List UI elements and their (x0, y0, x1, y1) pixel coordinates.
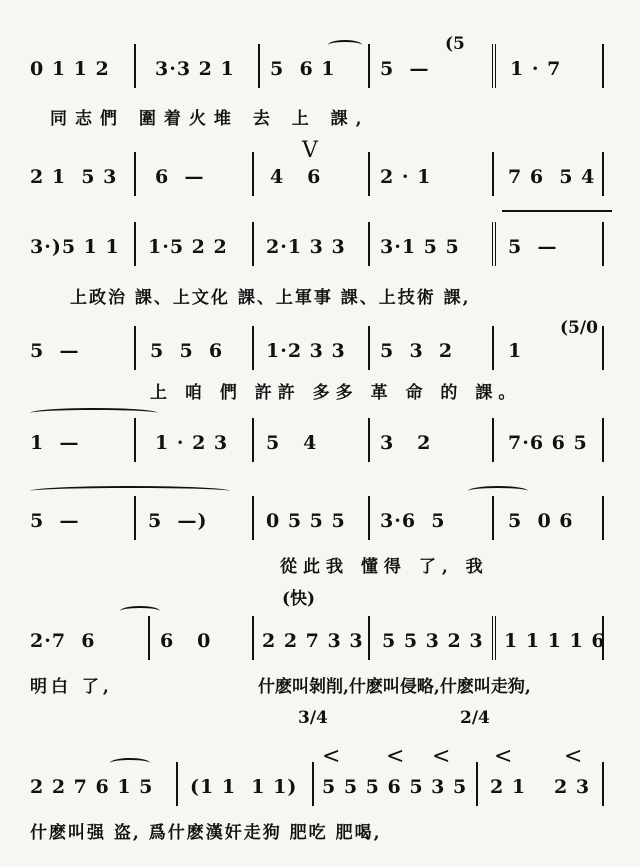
accent-mark: < (386, 744, 405, 769)
barline (134, 152, 136, 196)
lyrics-line: 從此我 懂得 了, 我 (280, 557, 489, 577)
barline (492, 222, 496, 266)
barline (368, 326, 370, 370)
measure: 2·1 3 3 (266, 236, 346, 258)
measure: 7·6 6 5 (508, 432, 588, 454)
measure: 1 (508, 340, 523, 362)
measure: 5 0 6 (508, 510, 574, 532)
staff-row-2 (30, 138, 615, 208)
barline (368, 418, 370, 462)
slur (468, 486, 528, 496)
barline (492, 326, 494, 370)
barline (602, 152, 604, 196)
measure: 2 1 (490, 776, 527, 798)
time-signature: 3/4 (298, 708, 328, 728)
barline (252, 496, 254, 540)
barline (134, 44, 136, 88)
barline (602, 222, 604, 266)
barline (368, 496, 370, 540)
lyrics-line: 什麽叫剝削,什麽叫侵略,什麽叫走狗, (258, 677, 531, 697)
barline (252, 326, 254, 370)
barline (368, 222, 370, 266)
staff-row-1 (30, 34, 615, 100)
measure: 3 2 (380, 432, 432, 454)
staff-row-8 (30, 744, 615, 818)
measure: 5 5 6 (150, 340, 224, 362)
barline (252, 418, 254, 462)
measure: 2 2 7 6 1 5 (30, 776, 154, 798)
barline (258, 44, 260, 88)
barline (134, 496, 136, 540)
time-signature: 2/4 (460, 708, 490, 728)
slur (30, 486, 230, 496)
lyrics-line: 明白 了, (30, 677, 113, 697)
measure: 1 · 2 3 (155, 432, 229, 454)
barline (368, 616, 370, 660)
measure: 5 — (30, 510, 80, 532)
barline (602, 326, 604, 370)
annotation: (5 (445, 34, 465, 54)
lyrics-line: 上 咱 們 許許 多多 革 命 的 課。 (150, 383, 522, 403)
staff-row-5 (30, 414, 615, 474)
barline (368, 44, 370, 88)
measure: 2 3 (554, 776, 591, 798)
breath-mark: V (302, 138, 318, 163)
measure: 3·)5 1 1 (30, 236, 120, 258)
barline (492, 44, 496, 88)
slur (120, 606, 160, 616)
measure: 1 1 1 1 6 (504, 630, 606, 652)
barline (368, 152, 370, 196)
barline (492, 418, 494, 462)
measure: 5 — (508, 236, 558, 258)
barline (602, 616, 604, 660)
measure: 1 · 7 (510, 58, 562, 80)
measure: 5 4 (266, 432, 318, 454)
measure: 4 6 (270, 166, 322, 188)
annotation: (5/0 (560, 318, 598, 338)
measure: 5 5 3 2 3 (382, 630, 484, 652)
barline (492, 152, 494, 196)
barline (492, 496, 494, 540)
barline (492, 616, 496, 660)
staff-row-6 (30, 492, 615, 552)
barline (602, 418, 604, 462)
measure: 2 · 1 (380, 166, 432, 188)
accent-mark: < (564, 744, 583, 769)
measure: 2 1 5 3 (30, 166, 118, 188)
tempo-marking: (快) (282, 589, 316, 609)
measure: 5 — (380, 58, 430, 80)
measure: 0 1 1 2 (30, 58, 110, 80)
barline (602, 496, 604, 540)
lyrics-line: 上政治 課、上文化 課、上軍事 課、上技術 課, (70, 288, 471, 308)
measure: 3·6 5 (380, 510, 446, 532)
staff-row-3 (30, 218, 615, 278)
barline (252, 152, 254, 196)
measure: 0 5 5 5 (266, 510, 346, 532)
barline (312, 762, 314, 806)
measure: 2·7 6 (30, 630, 96, 652)
barline (602, 762, 604, 806)
measure: 6 0 (160, 630, 212, 652)
barline (476, 762, 478, 806)
measure: 5 5 5 6 5 3 5 (322, 776, 468, 798)
barline (252, 222, 254, 266)
measure: 6 — (155, 166, 205, 188)
accent-mark: < (432, 744, 451, 769)
measure: 1 — (30, 432, 80, 454)
barline (134, 222, 136, 266)
measure: 3·1 5 5 (380, 236, 460, 258)
staff-row-4 (30, 318, 615, 382)
lyrics-line: 同志們 圍着火堆 去 上 課, (50, 109, 370, 129)
barline (176, 762, 178, 806)
slur (30, 408, 158, 418)
measure: 5 —) (148, 510, 208, 532)
measure: 1·5 2 2 (148, 236, 228, 258)
measure: 7 6 5 4 (508, 166, 596, 188)
barline (134, 418, 136, 462)
measure: 1·2 3 3 (266, 340, 346, 362)
tie-line (502, 210, 612, 220)
measure: 5 — (30, 340, 80, 362)
accent-mark: < (494, 744, 513, 769)
barline (602, 44, 604, 88)
barline (134, 326, 136, 370)
measure: (1 1 1 1) (190, 776, 298, 798)
slur (328, 40, 362, 50)
measure: 5 3 2 (380, 340, 454, 362)
slur (110, 758, 150, 768)
measure: 2 2 7 3 3 (262, 630, 364, 652)
staff-row-7 (30, 612, 615, 672)
measure: 5 6 1 (270, 58, 336, 80)
barline (252, 616, 254, 660)
lyrics-line: 什麽叫强 盗, 爲什麽漢奸走狗 肥吃 肥喝, (30, 823, 382, 843)
accent-mark: < (322, 744, 341, 769)
measure: 3·3 2 1 (155, 58, 235, 80)
barline (148, 616, 150, 660)
